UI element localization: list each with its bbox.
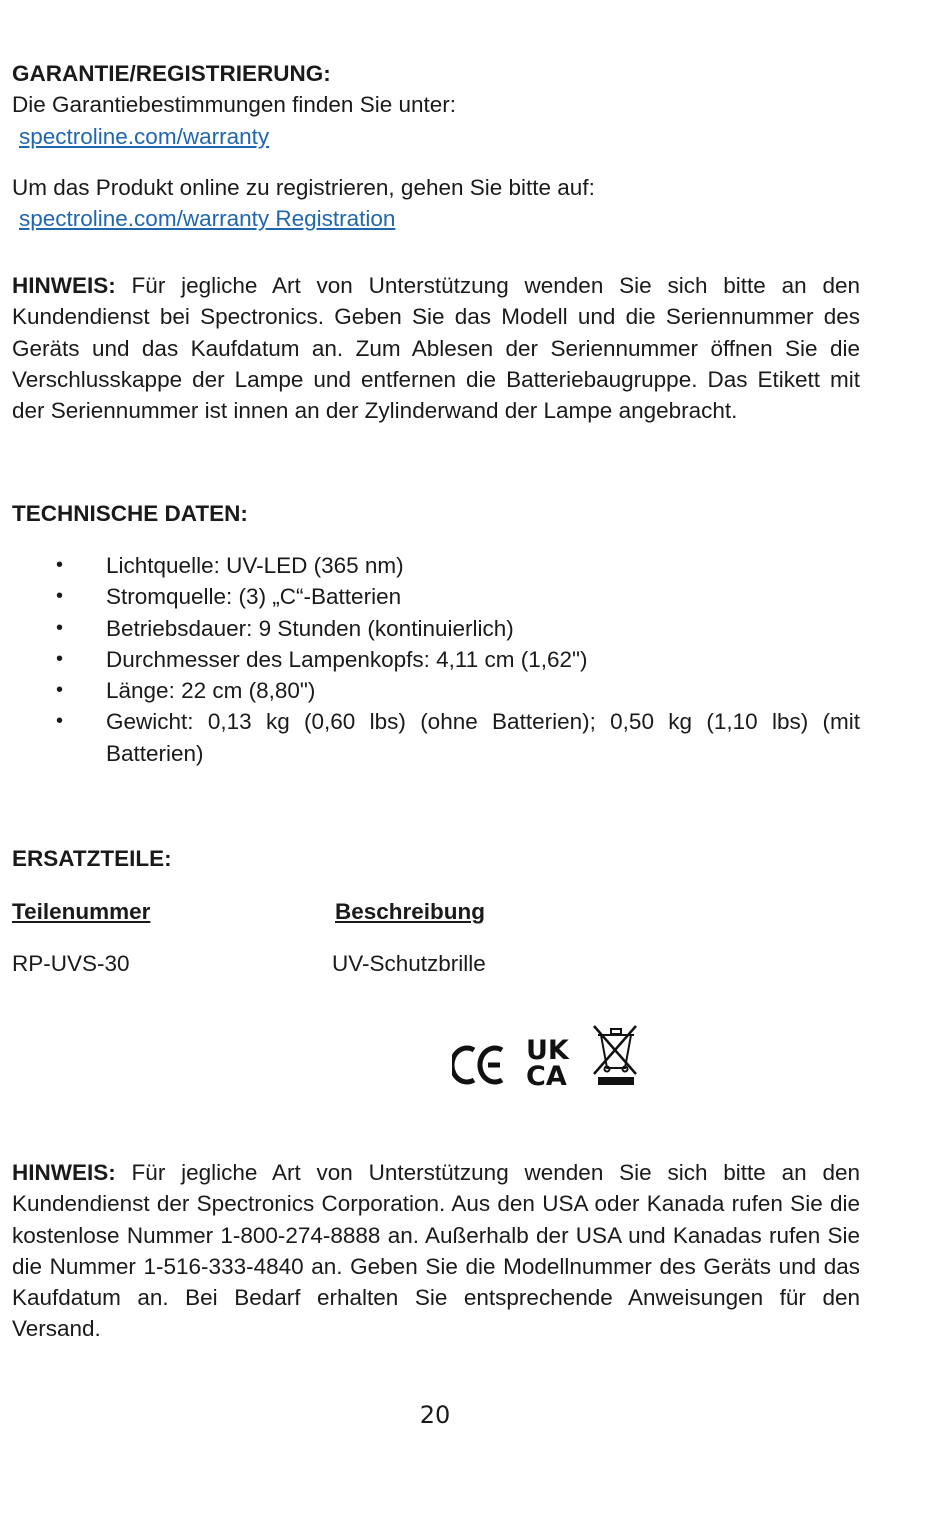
list-item: • Durchmesser des Lampenkopfs: 4,11 cm (1,62") [12, 644, 860, 675]
registration-section [12, 172, 860, 235]
warranty-intro: Die Garantiebestimmungen finden Sie unter: [12, 92, 457, 118]
weee-crossed-bin-icon [594, 1026, 636, 1085]
note-label: HINWEIS: [12, 273, 116, 298]
parts-table [12, 896, 860, 986]
specs-list-container [12, 550, 860, 769]
page-number: 20 [419, 1401, 451, 1429]
certification-marks [452, 1022, 642, 1092]
registration-intro: Um das Produkt online zu registrieren, gehen Sie bitte auf: [12, 175, 595, 200]
column-header-part-number: Teilenummer [12, 899, 151, 924]
column-header-description: Beschreibung [335, 899, 486, 924]
ukca-mark-icon [526, 1035, 570, 1092]
note-label: HINWEIS: [12, 1160, 116, 1185]
note-text: Für jegliche Art von Unterstützung wenden Sie sich bitte an den Kundendienst bei Spectronics. Geben Sie das Modell und die Seriennummer des Geräts und das Kaufdatum an. Zum Ablesen der Seriennummer öffnen Sie die Verschlusskappe der Lampe und entfernen die Batteriebaugruppe. Das Etikett mit der Seriennummer ist innen an der Zylinderwand der Lampe angebracht. [12, 273, 860, 424]
specs-heading: TECHNISCHE DATEN: [12, 501, 248, 526]
table-cell-description: UV-Schutzbrille [332, 951, 486, 976]
warranty-heading: GARANTIE/REGISTRIERUNG: [12, 61, 331, 86]
bullet-icon: • [56, 710, 64, 733]
specs-section [12, 498, 860, 529]
list-item: • Gewicht: 0,13 kg (0,60 lbs) (ohne Batterien); 0,50 kg (1,10 lbs) (mit Batterien) [12, 706, 860, 769]
list-item: • Lichtquelle: UV-LED (365 nm) [12, 550, 860, 581]
bullet-icon: • [56, 585, 64, 608]
ce-mark-icon [452, 1048, 502, 1082]
svg-text:CA: CA [526, 1061, 567, 1092]
list-item: • Stromquelle: (3) „C“-Batterien [12, 581, 860, 612]
certification-marks-graphic [452, 1022, 642, 1092]
parts-heading: ERSATZTEILE: [12, 846, 172, 871]
bullet-icon: • [56, 679, 64, 702]
note-text: Für jegliche Art von Unterstützung wenden Sie sich bitte an den Kundendienst der Spectronics Corporation. Aus den USA oder Kanada rufen Sie die kostenlose Nummer 1-800-274-8888 an. Außerhalb der USA und Kanadas rufen Sie die Nummer 1-516-333-4840 an. Geben Sie die Modellnummer des Geräts und das Kaufdatum an. Bei Bedarf erhalten Sie entsprechende Anweisungen für den Versand. [12, 1160, 860, 1342]
support-note-1 [12, 270, 860, 426]
parts-section [12, 843, 860, 874]
bullet-icon: • [56, 616, 64, 639]
svg-text:UK: UK [526, 1035, 569, 1066]
warranty-link[interactable]: spectroline.com/warranty [19, 123, 270, 149]
list-item: • Betriebsdauer: 9 Stunden (kontinuierlich) [12, 613, 860, 644]
bullet-icon: • [56, 554, 64, 576]
list-item: • Länge: 22 cm (8,80") [12, 675, 860, 706]
support-note-2 [12, 1157, 860, 1345]
warranty-section [12, 58, 860, 152]
bullet-icon: • [56, 647, 64, 670]
table-cell-part-number: RP-UVS-30 [12, 951, 130, 976]
registration-link[interactable]: spectroline.com/warranty Registration [19, 206, 396, 232]
specs-list [12, 550, 860, 769]
